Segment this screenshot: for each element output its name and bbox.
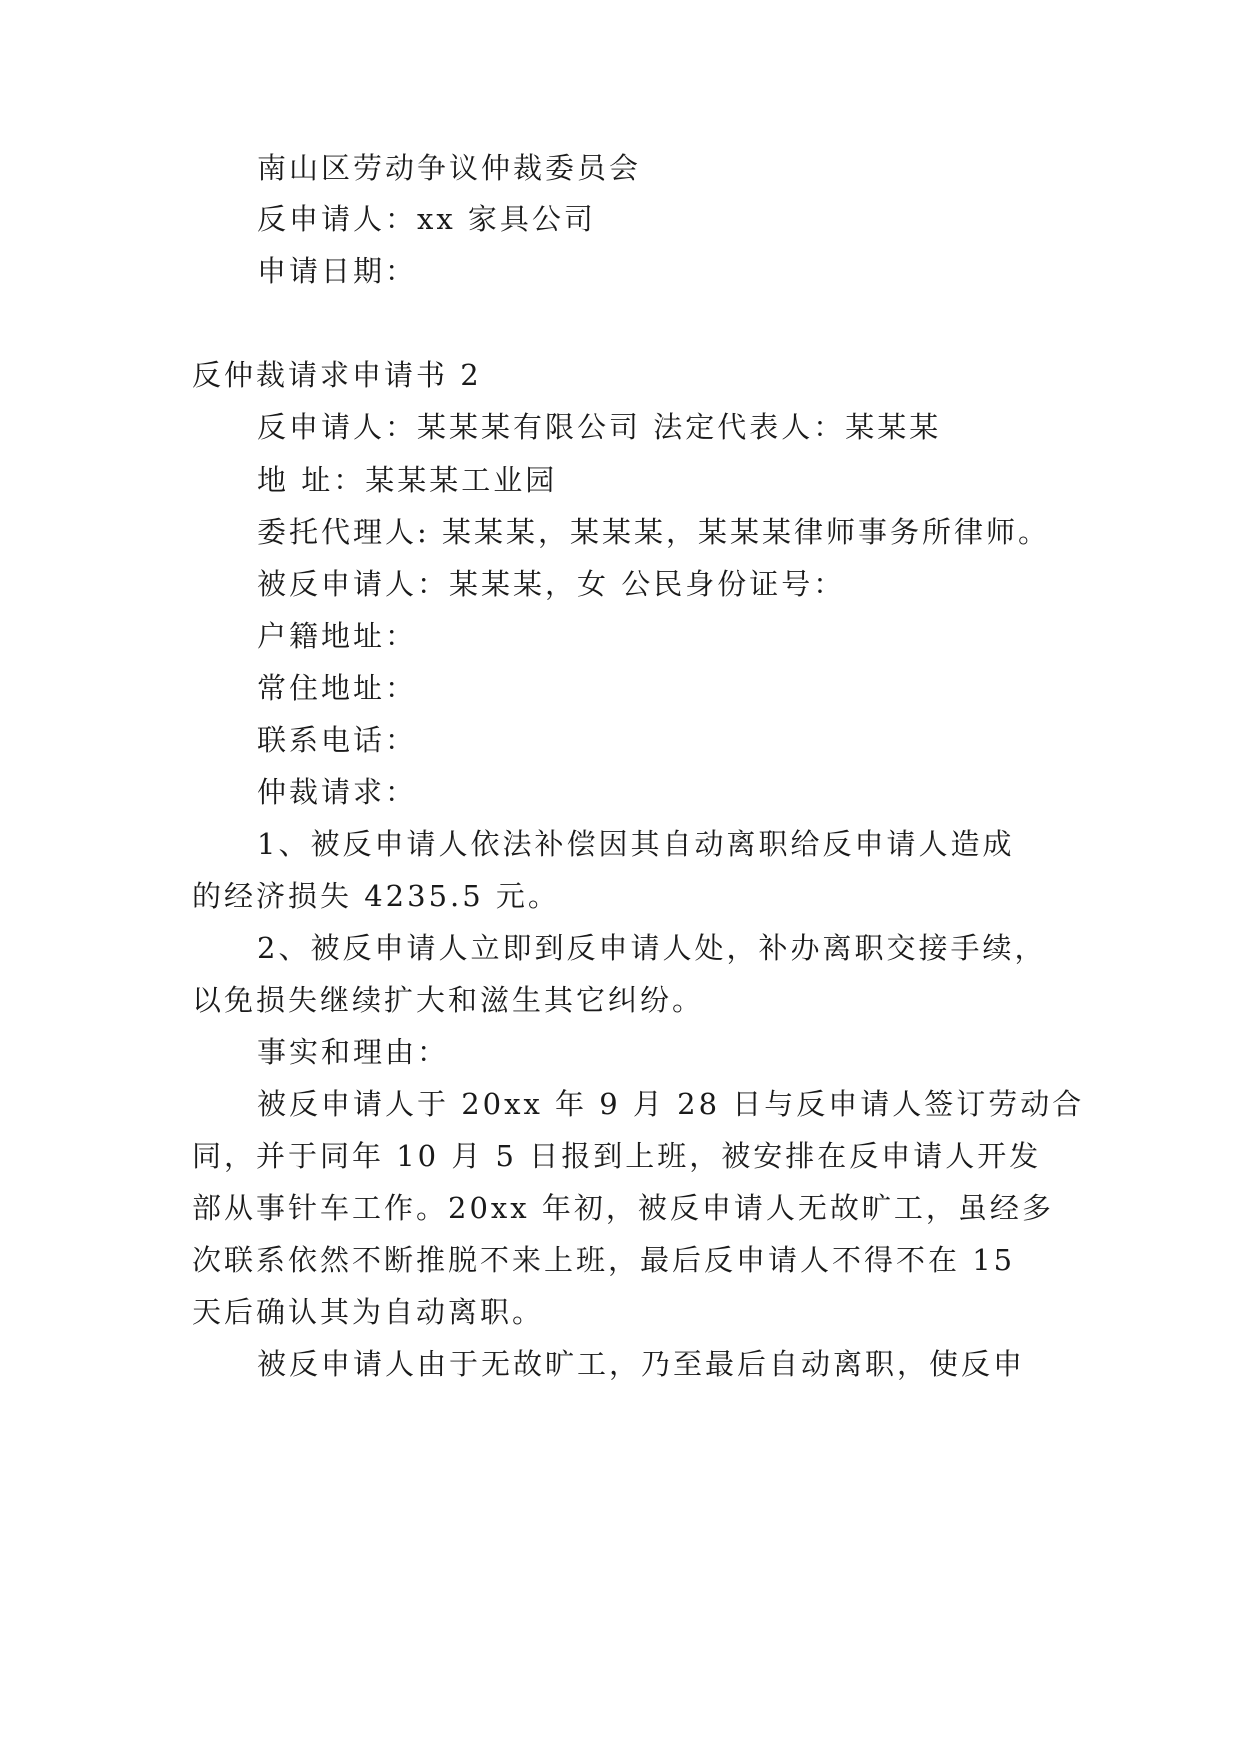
contact-phone: 联系电话： [257,723,418,757]
facts-paragraph-1-line-4: 次联系依然不断推脱不来上班，最后反申请人不得不在 15 [192,1243,1016,1277]
facts-heading: 事实和理由： [257,1035,450,1069]
claim-1-line-1: 1、被反申请人依法补偿因其自动离职给反申请人造成 [257,827,1015,861]
facts-paragraph-1-line-2: 同，并于同年 10 月 5 日报到上班，被安排在反申请人开发 [192,1139,1042,1173]
application-date: 申请日期： [257,254,418,288]
counter-applicant-company: 反申请人：xx 家具公司 [257,202,596,236]
authorized-agent: 委托代理人: 某某某，某某某，某某某律师事务所律师。 [257,515,1050,549]
residence-address: 常住地址： [257,671,418,705]
respondent: 被反申请人：某某某，女 公民身份证号： [257,567,846,601]
document-title: 反仲裁请求申请书 2 [192,358,482,392]
claims-heading: 仲裁请求： [257,775,418,809]
facts-paragraph-1-line-3: 部从事针车工作。20xx 年初，被反申请人无故旷工，虽经多 [192,1191,1054,1225]
facts-paragraph-1-line-5: 天后确认其为自动离职。 [192,1295,545,1329]
facts-paragraph-1-line-1: 被反申请人于 20xx 年 9 月 28 日与反申请人签订劳动合 [257,1087,1085,1121]
address: 地 址：某某某工业园 [257,463,558,497]
claim-1-line-2: 的经济损失 4235.5 元。 [192,879,560,913]
registered-address: 户籍地址： [257,619,418,653]
committee-name: 南山区劳动争议仲裁委员会 [257,151,642,185]
counter-applicant: 反申请人：某某某有限公司 法定代表人：某某某 [257,410,942,444]
claim-2-line-2: 以免损失继续扩大和滋生其它纠纷。 [192,983,705,1017]
claim-2-line-1: 2、被反申请人立即到反申请人处，补办离职交接手续， [257,931,1047,965]
facts-paragraph-2-line-1: 被反申请人由于无故旷工，乃至最后自动离职，使反申 [257,1347,1026,1381]
